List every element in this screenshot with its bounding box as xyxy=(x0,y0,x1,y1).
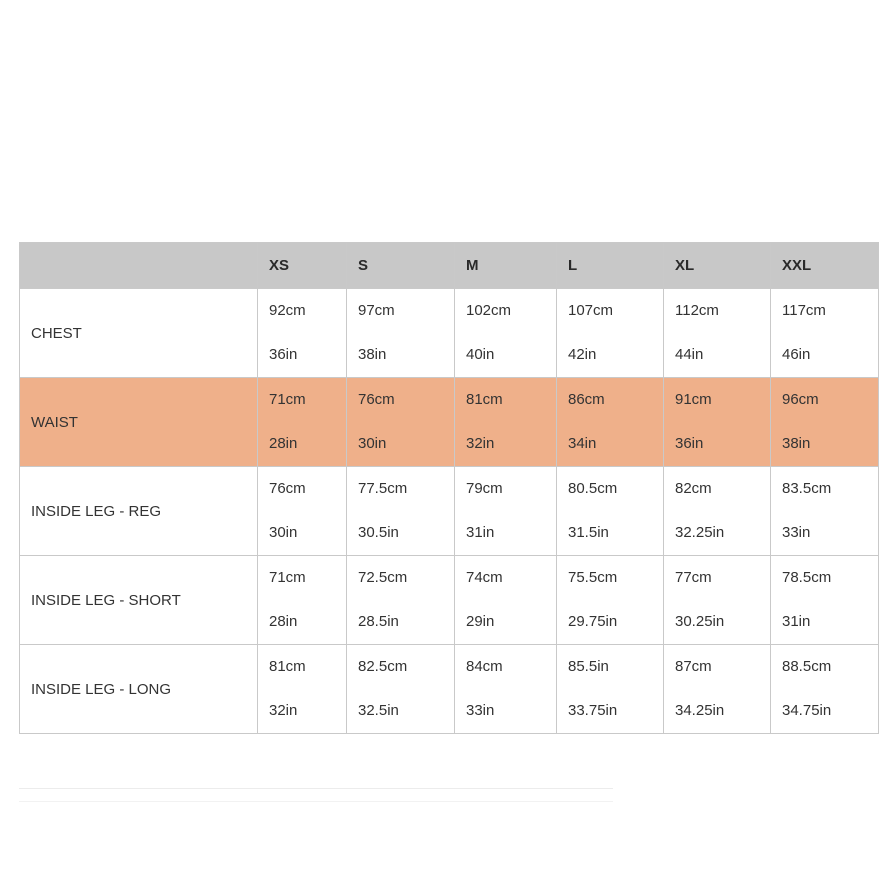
table-row-inside-leg-reg xyxy=(20,467,879,556)
table-row-inside-leg-long xyxy=(20,645,879,734)
value-in: 32in xyxy=(269,702,298,719)
value-cm: 85.5in xyxy=(568,658,609,675)
value-in: 36in xyxy=(269,346,298,363)
value-cm: 80.5cm xyxy=(568,480,618,497)
table-cell xyxy=(347,467,455,556)
table-cell xyxy=(664,378,771,467)
table-cell xyxy=(664,645,771,734)
header-cell-l: L xyxy=(557,243,664,289)
value-in: 36in xyxy=(675,435,704,452)
table-cell xyxy=(347,378,455,467)
value-in: 28in xyxy=(269,613,298,630)
value-cm: 81cm xyxy=(466,391,503,408)
table-cell xyxy=(557,645,664,734)
table-cell xyxy=(664,556,771,645)
header-cell-s: S xyxy=(347,243,455,289)
table-cell xyxy=(455,378,557,467)
table-cell xyxy=(771,556,879,645)
table-cell xyxy=(557,556,664,645)
value-cm: 92cm xyxy=(269,302,306,319)
row-label: INSIDE LEG - LONG xyxy=(20,645,258,734)
value-in: 28in xyxy=(269,435,298,452)
value-in: 33.75in xyxy=(568,702,618,719)
value-in: 44in xyxy=(675,346,704,363)
table-cell xyxy=(664,467,771,556)
value-in: 33in xyxy=(782,524,811,541)
value-cm: 77.5cm xyxy=(358,480,408,497)
table-cell xyxy=(347,289,455,378)
value-in: 31in xyxy=(466,524,495,541)
table-cell xyxy=(664,289,771,378)
value-cm: 77cm xyxy=(675,569,712,586)
value-in: 34.25in xyxy=(675,702,725,719)
value-in: 30in xyxy=(269,524,298,541)
size-chart-table xyxy=(19,242,879,734)
value-cm: 81cm xyxy=(269,658,306,675)
value-in: 32in xyxy=(466,435,495,452)
header-cell-empty xyxy=(20,243,258,289)
value-in: 29.75in xyxy=(568,613,618,630)
header-row xyxy=(20,243,879,289)
value-in: 34.75in xyxy=(782,702,832,719)
header-cell-m: M xyxy=(455,243,557,289)
value-in: 40in xyxy=(466,346,495,363)
table-cell xyxy=(771,645,879,734)
table-cell xyxy=(455,556,557,645)
table-cell xyxy=(258,289,347,378)
table-cell xyxy=(557,378,664,467)
table-cell xyxy=(258,556,347,645)
table-cell xyxy=(771,467,879,556)
value-cm: 102cm xyxy=(466,302,512,319)
value-in: 31in xyxy=(782,613,811,630)
value-cm: 79cm xyxy=(466,480,503,497)
value-cm: 112cm xyxy=(675,302,719,319)
value-cm: 82cm xyxy=(675,480,712,497)
table-row-chest xyxy=(20,289,879,378)
value-cm: 83.5cm xyxy=(782,480,832,497)
value-in: 28.5in xyxy=(358,613,399,630)
table-cell xyxy=(455,289,557,378)
row-label: INSIDE LEG - SHORT xyxy=(20,556,258,645)
table-cell xyxy=(771,378,879,467)
header-cell-xxl: XXL xyxy=(771,243,879,289)
value-cm: 96cm xyxy=(782,391,819,408)
value-cm: 74cm xyxy=(466,569,503,586)
row-label: INSIDE LEG - REG xyxy=(20,467,258,556)
table-cell xyxy=(258,467,347,556)
table-cell xyxy=(258,645,347,734)
value-in: 31.5in xyxy=(568,524,609,541)
value-cm: 86cm xyxy=(568,391,605,408)
value-cm: 84cm xyxy=(466,658,503,675)
value-cm: 82.5cm xyxy=(358,658,408,675)
table-cell xyxy=(455,467,557,556)
value-in: 32.5in xyxy=(358,702,399,719)
table-cell xyxy=(557,467,664,556)
table-cell xyxy=(771,289,879,378)
value-cm: 72.5cm xyxy=(358,569,408,586)
value-in: 38in xyxy=(782,435,811,452)
value-cm: 117cm xyxy=(782,302,826,319)
table-row-waist xyxy=(20,378,879,467)
value-cm: 87cm xyxy=(675,658,712,675)
value-in: 30in xyxy=(358,435,387,452)
header-cell-xl: XL xyxy=(664,243,771,289)
value-in: 29in xyxy=(466,613,495,630)
value-in: 30.5in xyxy=(358,524,399,541)
value-in: 33in xyxy=(466,702,495,719)
header-cell-xs: XS xyxy=(258,243,347,289)
value-in: 30.25in xyxy=(675,613,725,630)
value-in: 34in xyxy=(568,435,597,452)
value-in: 42in xyxy=(568,346,597,363)
table-cell xyxy=(455,645,557,734)
divider xyxy=(19,788,613,802)
table-row-inside-leg-short xyxy=(20,556,879,645)
value-cm: 97cm xyxy=(358,302,395,319)
value-cm: 76cm xyxy=(269,480,306,497)
table-cell xyxy=(557,289,664,378)
value-cm: 88.5cm xyxy=(782,658,832,675)
table-cell xyxy=(347,556,455,645)
table-cell xyxy=(258,378,347,467)
value-in: 38in xyxy=(358,346,387,363)
value-in: 32.25in xyxy=(675,524,725,541)
value-cm: 76cm xyxy=(358,391,395,408)
value-cm: 78.5cm xyxy=(782,569,832,586)
value-in: 46in xyxy=(782,346,811,363)
value-cm: 71cm xyxy=(269,391,306,408)
row-label: WAIST xyxy=(20,378,258,467)
value-cm: 91cm xyxy=(675,391,712,408)
table-cell xyxy=(347,645,455,734)
row-label: CHEST xyxy=(20,289,258,378)
value-cm: 107cm xyxy=(568,302,614,319)
value-cm: 75.5cm xyxy=(568,569,618,586)
value-cm: 71cm xyxy=(269,569,306,586)
